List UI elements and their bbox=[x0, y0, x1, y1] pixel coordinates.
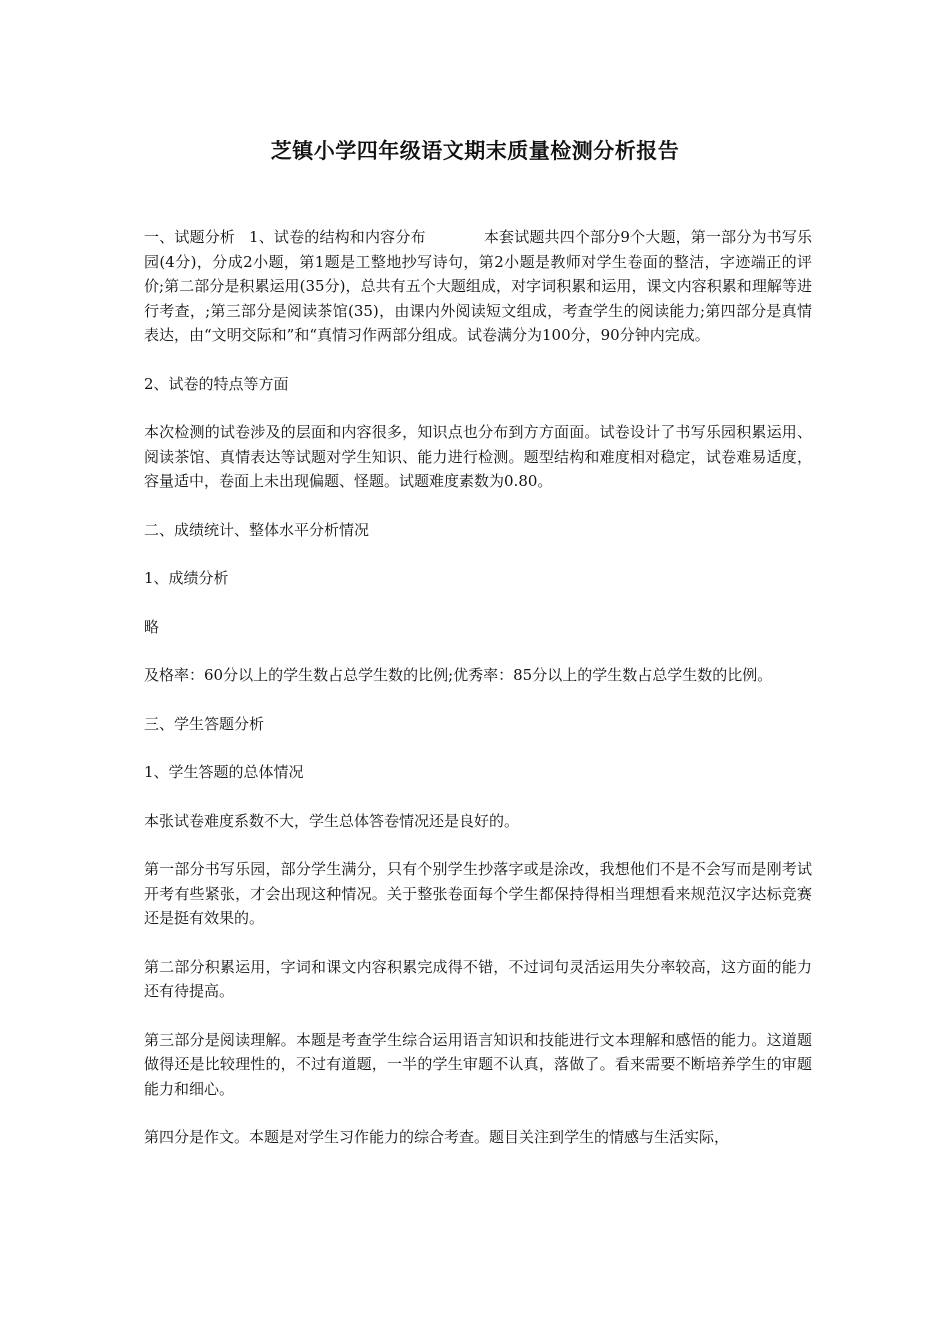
section3-overall: 本张试卷难度系数不大，学生总体答卷情况还是良好的。 bbox=[144, 811, 520, 830]
section1-sub1-text: 本套试题共四个部分9个大题，第一部分为书写乐园(4分)，分成2小题，第1题是工整地抄写诗句，第2小题是教师对学生卷面的整洁，字迹端正的评价;第二部分是积累运用(35分)，总共有五个大题组成，对字词积累和运用，课文内容积累和理解等进行考查，;第三部分是阅读茶馆(35)，由课内外阅读短文组成，考查学生的阅读能力;第四部分是真情表达，由“文明交际和”和“真情习作两部分组成。试卷满分为100分，90分钟内完成。 bbox=[144, 228, 813, 344]
section1-sub2-text: 本次检测的试卷涉及的层面和内容很多，知识点也分布到方方面面。试卷设计了书写乐园积累运用、阅读茶馆、真情表达等试题对学生知识、能力进行检测。题型结构和难度相对稳定，试卷难易适度，容量适中，卷面上未出现偏题、怪题。试题难度素数为0.80。 bbox=[144, 423, 812, 490]
section3-part3: 第三部分是阅读理解。本题是考查学生综合运用语言知识和技能进行文本理解和感悟的能力。这道题做得还是比较理性的，不过有道题，一半的学生审题不认真，落做了。看来需要不断培养学生的审题能力和细心。 bbox=[144, 1030, 812, 1098]
section1-sub2-heading: 2、试卷的特点等方面 bbox=[144, 374, 289, 393]
section2-omitted: 略 bbox=[144, 617, 160, 636]
section3-part2: 第二部分积累运用，字词和课文内容积累完成得不错，不过词句灵活运用失分率较高，这方面的能力还有待提高。 bbox=[144, 957, 812, 1000]
document-body bbox=[144, 225, 812, 1174]
section3-part4: 第四分是作文。本题是对学生习作能力的综合考查。题目关注到学生的情感与生活实际， bbox=[144, 1128, 730, 1146]
section1-sub1-heading: 1、试卷的结构和内容分布 bbox=[249, 228, 426, 246]
section2-note: 及格率：60分以上的学生数占总学生数的比例;优秀率：85分以上的学生数占总学生数的比例。 bbox=[144, 666, 773, 684]
section3-heading: 三、学生答题分析 bbox=[144, 714, 265, 733]
section3-sub1-heading: 1、学生答题的总体情况 bbox=[144, 763, 304, 781]
document-title: 芝镇小学四年级语文期末质量检测分析报告 bbox=[270, 139, 680, 163]
section2-sub1-heading: 1、成绩分析 bbox=[144, 569, 229, 587]
section3-part1: 第一部分书写乐园，部分学生满分，只有个别学生抄落字或是涂改，我想他们不是不会写而是刚考试开考有些紧张，才会出现这种情况。关于整张卷面每个学生都保持得相当理想看来规范汉字达标竞赛还是挺有效果的。 bbox=[144, 860, 812, 927]
section2-heading: 二、成绩统计、整体水平分析情况 bbox=[144, 520, 370, 539]
paragraph-section1-intro bbox=[144, 225, 812, 348]
section1-heading: 一、试题分析 bbox=[144, 228, 236, 246]
